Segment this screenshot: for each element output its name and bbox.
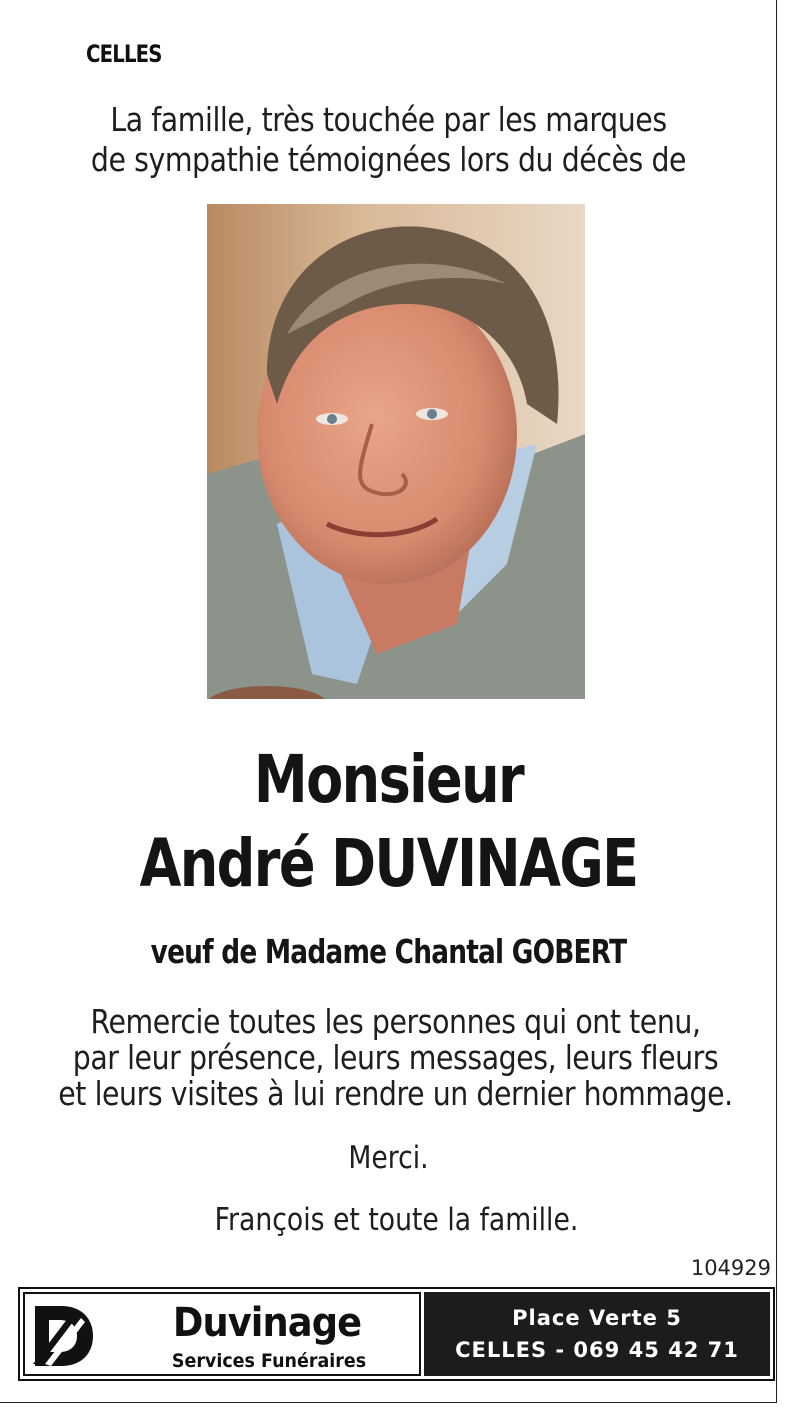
advert-address: Place Verte 5 [512,1306,682,1330]
intro-line: de sympathie témoignées lors du décès de [90,140,687,179]
thanks-line: par leur présence, leurs messages, leurs fleurs [72,1038,719,1077]
advert-brand-name: Duvinage [172,1300,362,1346]
merci-text: Merci. [348,1140,429,1176]
advert-contact-panel [424,1292,770,1376]
advert-phone: CELLES - 069 45 42 71 [455,1338,739,1362]
location-label: CELLES [86,40,162,68]
thanks-line: et leurs visites à lui rendre un dernier hommage. [58,1074,733,1113]
portrait-photo [207,204,585,699]
deceased-name [70,738,707,906]
name-full: André DUVINAGE [139,825,638,902]
intro-text [54,100,722,180]
advert-brand-panel [23,1292,421,1376]
name-title: Monsieur [253,741,524,818]
thanks-text [55,1004,735,1112]
widow-line: veuf de Madame Chantal GOBERT [150,932,627,971]
d-logo-icon [31,1302,97,1375]
signature-text: François et toute la famille. [214,1202,579,1238]
intro-line: La famille, très touchée par les marques [110,100,667,139]
thanks-line: Remercie toutes les personnes qui ont tenu, [90,1002,701,1041]
reference-number: 104929 [690,1256,771,1280]
advert-brand-subtitle: Services Funéraires [171,1350,367,1372]
funeral-home-advert [18,1287,775,1381]
portrait-photo-icon [207,204,585,699]
